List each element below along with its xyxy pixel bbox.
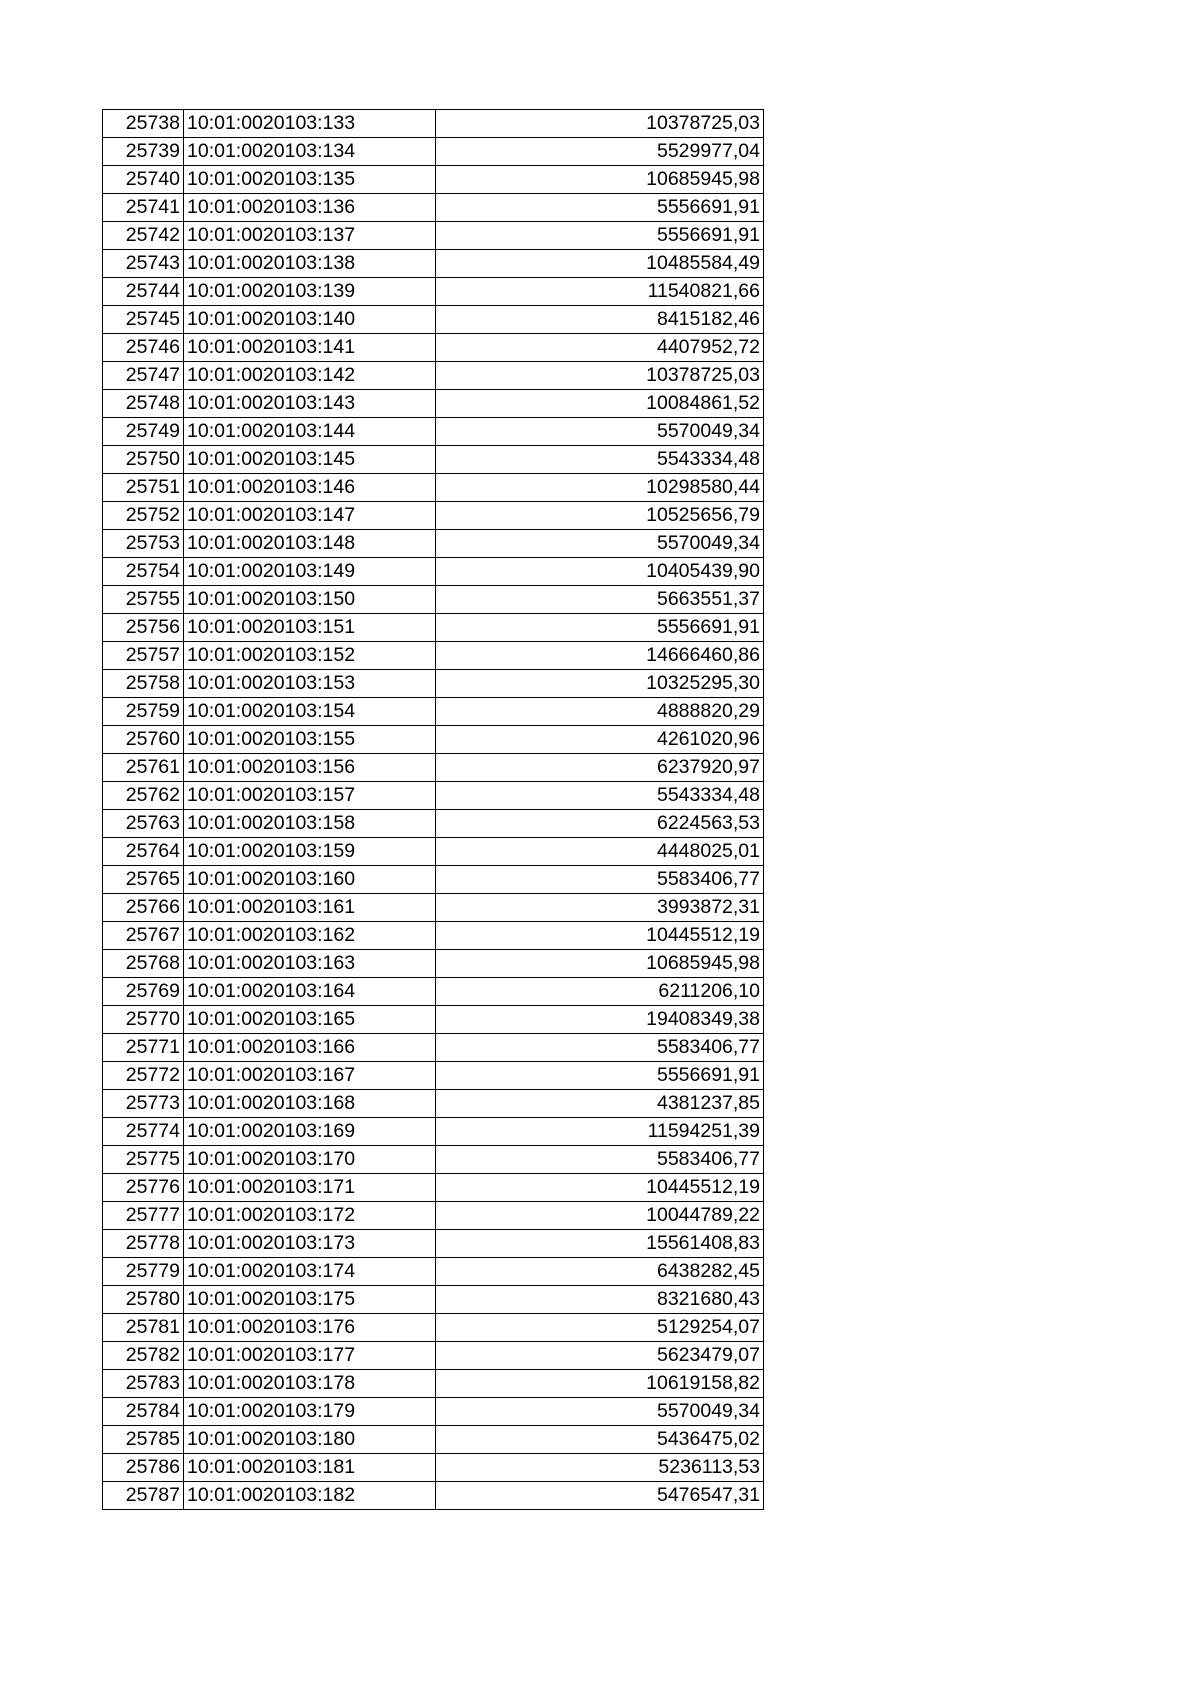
cadastral-number-cell: 10:01:0020103:147 (184, 502, 436, 530)
value-cell: 5570049,34 (436, 418, 764, 446)
cadastral-number-cell: 10:01:0020103:161 (184, 894, 436, 922)
table-row (103, 1370, 764, 1398)
table-row (103, 110, 764, 138)
value-cell: 5663551,37 (436, 586, 764, 614)
table-row (103, 810, 764, 838)
table-row (103, 1398, 764, 1426)
row-number-cell: 25778 (103, 1230, 184, 1258)
value-cell: 6211206,10 (436, 978, 764, 1006)
row-number-cell: 25755 (103, 586, 184, 614)
cadastral-number-cell: 10:01:0020103:138 (184, 250, 436, 278)
row-number-cell: 25772 (103, 1062, 184, 1090)
cadastral-number-cell: 10:01:0020103:155 (184, 726, 436, 754)
cadastral-number-cell: 10:01:0020103:180 (184, 1426, 436, 1454)
table-row (103, 1034, 764, 1062)
table-row (103, 194, 764, 222)
row-number-cell: 25759 (103, 698, 184, 726)
table-row (103, 1202, 764, 1230)
value-cell: 15561408,83 (436, 1230, 764, 1258)
value-cell: 5476547,31 (436, 1482, 764, 1510)
cadastral-number-cell: 10:01:0020103:159 (184, 838, 436, 866)
value-cell: 10685945,98 (436, 950, 764, 978)
cadastral-number-cell: 10:01:0020103:150 (184, 586, 436, 614)
cadastral-number-cell: 10:01:0020103:158 (184, 810, 436, 838)
value-cell: 11540821,66 (436, 278, 764, 306)
table-row (103, 446, 764, 474)
table-row (103, 866, 764, 894)
table-row (103, 1090, 764, 1118)
cadastral-number-cell: 10:01:0020103:169 (184, 1118, 436, 1146)
value-cell: 10685945,98 (436, 166, 764, 194)
cadastral-number-cell: 10:01:0020103:152 (184, 642, 436, 670)
table-row (103, 250, 764, 278)
value-cell: 10084861,52 (436, 390, 764, 418)
value-cell: 3993872,31 (436, 894, 764, 922)
value-cell: 5556691,91 (436, 1062, 764, 1090)
cadastral-number-cell: 10:01:0020103:153 (184, 670, 436, 698)
value-cell: 5543334,48 (436, 782, 764, 810)
cadastral-number-cell: 10:01:0020103:166 (184, 1034, 436, 1062)
value-cell: 4261020,96 (436, 726, 764, 754)
table-row (103, 166, 764, 194)
table-row (103, 1314, 764, 1342)
row-number-cell: 25766 (103, 894, 184, 922)
row-number-cell: 25764 (103, 838, 184, 866)
table-row (103, 1006, 764, 1034)
cadastral-number-cell: 10:01:0020103:167 (184, 1062, 436, 1090)
cadastral-number-cell: 10:01:0020103:145 (184, 446, 436, 474)
value-cell: 5583406,77 (436, 1034, 764, 1062)
cadastral-number-cell: 10:01:0020103:178 (184, 1370, 436, 1398)
table-row (103, 894, 764, 922)
cadastral-number-cell: 10:01:0020103:136 (184, 194, 436, 222)
row-number-cell: 25757 (103, 642, 184, 670)
cadastral-number-cell: 10:01:0020103:133 (184, 110, 436, 138)
table-row (103, 670, 764, 698)
row-number-cell: 25758 (103, 670, 184, 698)
cadastral-value-table (102, 109, 764, 1510)
cadastral-number-cell: 10:01:0020103:134 (184, 138, 436, 166)
value-cell: 5436475,02 (436, 1426, 764, 1454)
cadastral-number-cell: 10:01:0020103:177 (184, 1342, 436, 1370)
row-number-cell: 25780 (103, 1286, 184, 1314)
cadastral-number-cell: 10:01:0020103:139 (184, 278, 436, 306)
value-cell: 10044789,22 (436, 1202, 764, 1230)
cadastral-number-cell: 10:01:0020103:135 (184, 166, 436, 194)
cadastral-number-cell: 10:01:0020103:146 (184, 474, 436, 502)
row-number-cell: 25779 (103, 1258, 184, 1286)
table-row (103, 418, 764, 446)
row-number-cell: 25749 (103, 418, 184, 446)
cadastral-number-cell: 10:01:0020103:165 (184, 1006, 436, 1034)
table-row (103, 754, 764, 782)
row-number-cell: 25754 (103, 558, 184, 586)
table-row (103, 222, 764, 250)
row-number-cell: 25773 (103, 1090, 184, 1118)
table-row (103, 1426, 764, 1454)
value-cell: 5623479,07 (436, 1342, 764, 1370)
row-number-cell: 25763 (103, 810, 184, 838)
row-number-cell: 25762 (103, 782, 184, 810)
table-row (103, 474, 764, 502)
value-cell: 5236113,53 (436, 1454, 764, 1482)
table-row (103, 306, 764, 334)
row-number-cell: 25786 (103, 1454, 184, 1482)
row-number-cell: 25761 (103, 754, 184, 782)
cadastral-number-cell: 10:01:0020103:168 (184, 1090, 436, 1118)
value-cell: 5529977,04 (436, 138, 764, 166)
cadastral-number-cell: 10:01:0020103:154 (184, 698, 436, 726)
value-cell: 5556691,91 (436, 194, 764, 222)
row-number-cell: 25768 (103, 950, 184, 978)
row-number-cell: 25782 (103, 1342, 184, 1370)
value-cell: 10378725,03 (436, 110, 764, 138)
table-row (103, 782, 764, 810)
cadastral-number-cell: 10:01:0020103:179 (184, 1398, 436, 1426)
cadastral-number-cell: 10:01:0020103:156 (184, 754, 436, 782)
value-cell: 10325295,30 (436, 670, 764, 698)
table-row (103, 502, 764, 530)
cadastral-number-cell: 10:01:0020103:174 (184, 1258, 436, 1286)
table-row (103, 1482, 764, 1510)
value-cell: 19408349,38 (436, 1006, 764, 1034)
table-row (103, 614, 764, 642)
value-cell: 5570049,34 (436, 530, 764, 558)
row-number-cell: 25784 (103, 1398, 184, 1426)
value-cell: 10445512,19 (436, 1174, 764, 1202)
cadastral-number-cell: 10:01:0020103:181 (184, 1454, 436, 1482)
table-row (103, 558, 764, 586)
row-number-cell: 25760 (103, 726, 184, 754)
cadastral-number-cell: 10:01:0020103:163 (184, 950, 436, 978)
table-row (103, 586, 764, 614)
table-row (103, 642, 764, 670)
cadastral-number-cell: 10:01:0020103:144 (184, 418, 436, 446)
table-row (103, 698, 764, 726)
table-row (103, 950, 764, 978)
cadastral-number-cell: 10:01:0020103:175 (184, 1286, 436, 1314)
row-number-cell: 25770 (103, 1006, 184, 1034)
table-row (103, 530, 764, 558)
row-number-cell: 25769 (103, 978, 184, 1006)
value-cell: 10485584,49 (436, 250, 764, 278)
value-cell: 10298580,44 (436, 474, 764, 502)
table-body (103, 110, 764, 1510)
cadastral-number-cell: 10:01:0020103:172 (184, 1202, 436, 1230)
value-cell: 10405439,90 (436, 558, 764, 586)
table-row (103, 390, 764, 418)
value-cell: 10619158,82 (436, 1370, 764, 1398)
row-number-cell: 25767 (103, 922, 184, 950)
row-number-cell: 25750 (103, 446, 184, 474)
cadastral-number-cell: 10:01:0020103:176 (184, 1314, 436, 1342)
table-row (103, 1342, 764, 1370)
value-cell: 10525656,79 (436, 502, 764, 530)
cadastral-number-cell: 10:01:0020103:140 (184, 306, 436, 334)
cadastral-number-cell: 10:01:0020103:173 (184, 1230, 436, 1258)
value-cell: 6237920,97 (436, 754, 764, 782)
value-cell: 5556691,91 (436, 614, 764, 642)
value-cell: 6438282,45 (436, 1258, 764, 1286)
row-number-cell: 25753 (103, 530, 184, 558)
table-row (103, 726, 764, 754)
cadastral-number-cell: 10:01:0020103:157 (184, 782, 436, 810)
cadastral-number-cell: 10:01:0020103:170 (184, 1146, 436, 1174)
value-cell: 10378725,03 (436, 362, 764, 390)
cadastral-number-cell: 10:01:0020103:160 (184, 866, 436, 894)
row-number-cell: 25777 (103, 1202, 184, 1230)
table-row (103, 1258, 764, 1286)
row-number-cell: 25781 (103, 1314, 184, 1342)
value-cell: 4448025,01 (436, 838, 764, 866)
value-cell: 4381237,85 (436, 1090, 764, 1118)
row-number-cell: 25743 (103, 250, 184, 278)
cadastral-number-cell: 10:01:0020103:148 (184, 530, 436, 558)
cadastral-number-cell: 10:01:0020103:143 (184, 390, 436, 418)
table-row (103, 362, 764, 390)
value-cell: 8321680,43 (436, 1286, 764, 1314)
row-number-cell: 25776 (103, 1174, 184, 1202)
table-row (103, 1146, 764, 1174)
row-number-cell: 25747 (103, 362, 184, 390)
cadastral-number-cell: 10:01:0020103:162 (184, 922, 436, 950)
value-cell: 5543334,48 (436, 446, 764, 474)
table-row (103, 838, 764, 866)
cadastral-number-cell: 10:01:0020103:137 (184, 222, 436, 250)
cadastral-number-cell: 10:01:0020103:149 (184, 558, 436, 586)
table-row (103, 334, 764, 362)
table-row (103, 138, 764, 166)
row-number-cell: 25744 (103, 278, 184, 306)
row-number-cell: 25751 (103, 474, 184, 502)
row-number-cell: 25775 (103, 1146, 184, 1174)
value-cell: 8415182,46 (436, 306, 764, 334)
row-number-cell: 25785 (103, 1426, 184, 1454)
row-number-cell: 25748 (103, 390, 184, 418)
value-cell: 10445512,19 (436, 922, 764, 950)
row-number-cell: 25765 (103, 866, 184, 894)
row-number-cell: 25740 (103, 166, 184, 194)
table-row (103, 1118, 764, 1146)
row-number-cell: 25745 (103, 306, 184, 334)
table-row (103, 1174, 764, 1202)
table-row (103, 1230, 764, 1258)
table-row (103, 1062, 764, 1090)
table-row (103, 922, 764, 950)
row-number-cell: 25739 (103, 138, 184, 166)
table-row (103, 278, 764, 306)
row-number-cell: 25752 (103, 502, 184, 530)
row-number-cell: 25741 (103, 194, 184, 222)
cadastral-number-cell: 10:01:0020103:171 (184, 1174, 436, 1202)
value-cell: 5583406,77 (436, 866, 764, 894)
value-cell: 5129254,07 (436, 1314, 764, 1342)
value-cell: 6224563,53 (436, 810, 764, 838)
value-cell: 11594251,39 (436, 1118, 764, 1146)
row-number-cell: 25756 (103, 614, 184, 642)
value-cell: 5583406,77 (436, 1146, 764, 1174)
value-cell: 14666460,86 (436, 642, 764, 670)
row-number-cell: 25746 (103, 334, 184, 362)
row-number-cell: 25787 (103, 1482, 184, 1510)
value-cell: 5570049,34 (436, 1398, 764, 1426)
value-cell: 4888820,29 (436, 698, 764, 726)
table-row (103, 978, 764, 1006)
cadastral-number-cell: 10:01:0020103:164 (184, 978, 436, 1006)
row-number-cell: 25771 (103, 1034, 184, 1062)
cadastral-number-cell: 10:01:0020103:141 (184, 334, 436, 362)
row-number-cell: 25738 (103, 110, 184, 138)
value-cell: 5556691,91 (436, 222, 764, 250)
value-cell: 4407952,72 (436, 334, 764, 362)
row-number-cell: 25774 (103, 1118, 184, 1146)
row-number-cell: 25742 (103, 222, 184, 250)
table-row (103, 1286, 764, 1314)
cadastral-number-cell: 10:01:0020103:182 (184, 1482, 436, 1510)
row-number-cell: 25783 (103, 1370, 184, 1398)
table-row (103, 1454, 764, 1482)
cadastral-number-cell: 10:01:0020103:151 (184, 614, 436, 642)
cadastral-number-cell: 10:01:0020103:142 (184, 362, 436, 390)
